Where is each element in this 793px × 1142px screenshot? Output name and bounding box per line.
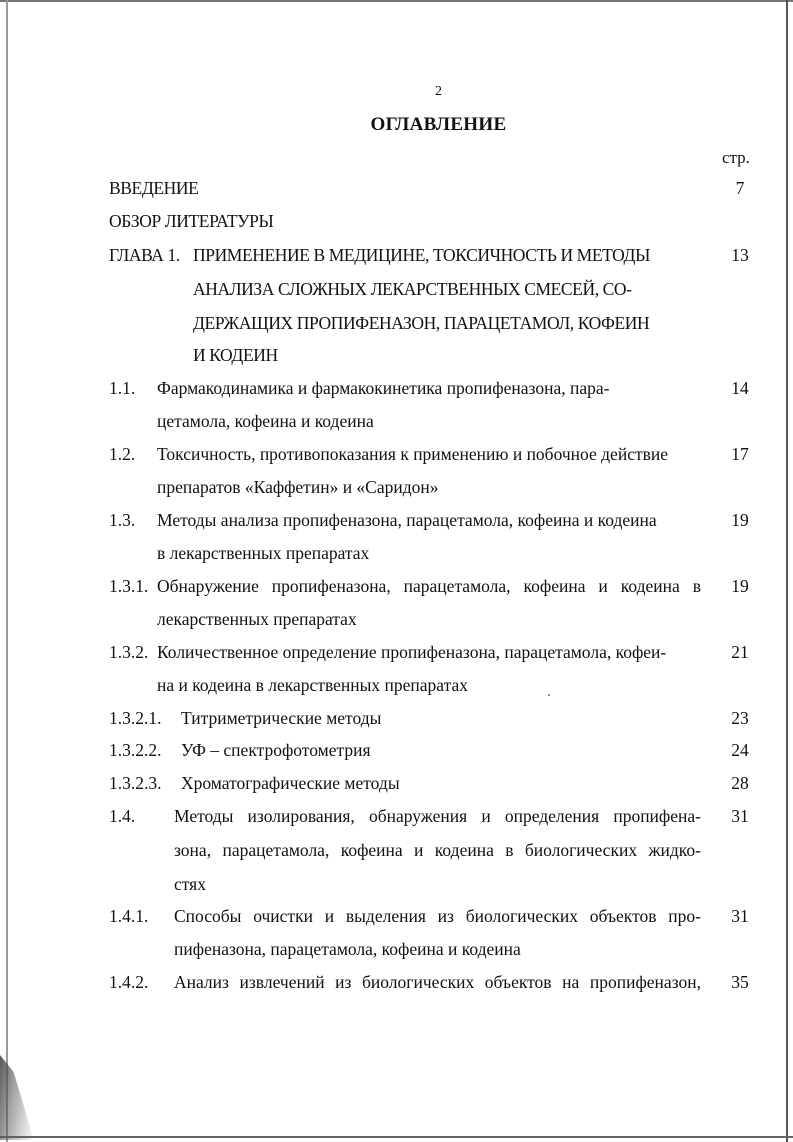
- toc-line-ch1-1: ПРИМЕНЕНИЕ В МЕДИЦИНЕ, ТОКСИЧНОСТЬ И МЕТОДЫ: [193, 245, 650, 265]
- toc-page-1-3: 19: [731, 510, 749, 530]
- toc-page-1-4-1: 31: [731, 906, 749, 926]
- toc-line-1-3-2-1: Титриметрические методы: [181, 708, 382, 728]
- toc-entry-intro: ВВЕДЕНИЕ: [109, 178, 199, 198]
- toc-page-1-4: 31: [731, 806, 749, 826]
- page-column-header: стр.: [722, 148, 750, 167]
- toc-number-1-4: 1.4.: [109, 806, 136, 826]
- toc-page-1-3-2-3: 28: [731, 773, 749, 793]
- toc-number-1-4-1: 1.4.1.: [109, 906, 149, 926]
- toc-page-1-3-2: 21: [731, 642, 749, 662]
- toc-page-1-3-1: 19: [731, 576, 749, 596]
- scan-speck: [548, 694, 550, 696]
- toc-line-1-3-1-b: лекарственных препаратах: [157, 609, 357, 629]
- toc-number-1-2: 1.2.: [109, 444, 136, 464]
- toc-line-1-3-2-b: на и кодеина в лекарственных препаратах: [157, 675, 468, 695]
- toc-number-1-3: 1.3.: [109, 510, 136, 530]
- toc-line-1-1-a: Фармакодинамика и фармакокинетика пропифеназона, пара-: [157, 378, 610, 398]
- page-number: 2: [435, 84, 442, 99]
- toc-line-1-3-2-2: УФ – спектрофотометрия: [181, 740, 371, 760]
- toc-number-1-3-2: 1.3.2.: [109, 642, 149, 662]
- toc-line-1-3-2-3: Хроматографические методы: [181, 773, 400, 793]
- toc-page-ch1: 13: [731, 245, 749, 265]
- scan-edge-top: [0, 0, 793, 2]
- toc-number-1-3-2-1: 1.3.2.1.: [109, 708, 162, 728]
- toc-line-ch1-3: ДЕРЖАЩИХ ПРОПИФЕНАЗОН, ПАРАЦЕТАМОЛ, КОФЕИН: [193, 313, 650, 333]
- toc-line-1-4-1-b: пифеназона, парацетамола, кофеина и кодеина: [174, 939, 521, 959]
- toc-line-ch1-2: АНАЛИЗА СЛОЖНЫХ ЛЕКАРСТВЕННЫХ СМЕСЕЙ, СО-: [193, 279, 632, 299]
- toc-line-1-3-a: Методы анализа пропифеназона, парацетамола, кофеина и кодеина: [157, 510, 657, 530]
- toc-number-1-1: 1.1.: [109, 378, 136, 398]
- toc-page-1-1: 14: [731, 378, 749, 398]
- toc-line-1-3-1-a: Обнаружение пропифеназона, парацетамола, кофеина и кодеина в: [157, 576, 701, 596]
- toc-line-1-2-a: Токсичность, противопоказания к применению и побочное действие: [157, 444, 669, 464]
- toc-number-1-3-2-2: 1.3.2.2.: [109, 740, 162, 760]
- toc-page-1-2: 17: [731, 444, 749, 464]
- scan-edge-left: [6, 0, 8, 1142]
- toc-line-1-1-b: цетамола, кофеина и кодеина: [157, 411, 374, 431]
- toc-line-ch1-4: И КОДЕИН: [193, 345, 278, 365]
- page-title: ОГЛАВЛЕНИЕ: [370, 114, 507, 135]
- toc-line-1-3-2-a: Количественное определение пропифеназона, парацетамола, кофеи-: [157, 642, 667, 662]
- scan-smudge: [0, 1055, 34, 1140]
- toc-line-1-4-a: Методы изолирования, обнаружения и определения пропифена-: [174, 806, 701, 826]
- toc-entry-review: ОБЗОР ЛИТЕРАТУРЫ: [109, 211, 274, 231]
- toc-line-1-4-2-a: Анализ извлечений из биологических объектов на пропифеназон,: [174, 972, 701, 992]
- toc-line-1-3-b: в лекарственных препаратах: [157, 543, 370, 563]
- toc-page-1-4-2: 35: [731, 972, 749, 992]
- scan-edge-right: [786, 0, 788, 1142]
- toc-number-1-3-1: 1.3.1.: [109, 576, 149, 596]
- toc-number-ch1: ГЛАВА 1.: [109, 245, 180, 265]
- toc-line-1-4-c: стях: [174, 874, 206, 894]
- toc-page-intro: 7: [735, 178, 745, 198]
- toc-line-1-2-b: препаратов «Каффетин» и «Саридон»: [157, 477, 439, 497]
- toc-line-1-4-1-a: Способы очистки и выделения из биологических объектов про-: [174, 906, 701, 926]
- toc-page-1-3-2-1: 23: [731, 708, 749, 728]
- toc-number-1-4-2: 1.4.2.: [109, 972, 149, 992]
- toc-line-1-4-b: зона, парацетамола, кофеина и кодеина в биологических жидко-: [174, 840, 701, 860]
- toc-number-1-3-2-3: 1.3.2.3.: [109, 773, 162, 793]
- toc-page-1-3-2-2: 24: [731, 740, 749, 760]
- scan-edge-bottom: [0, 1136, 793, 1138]
